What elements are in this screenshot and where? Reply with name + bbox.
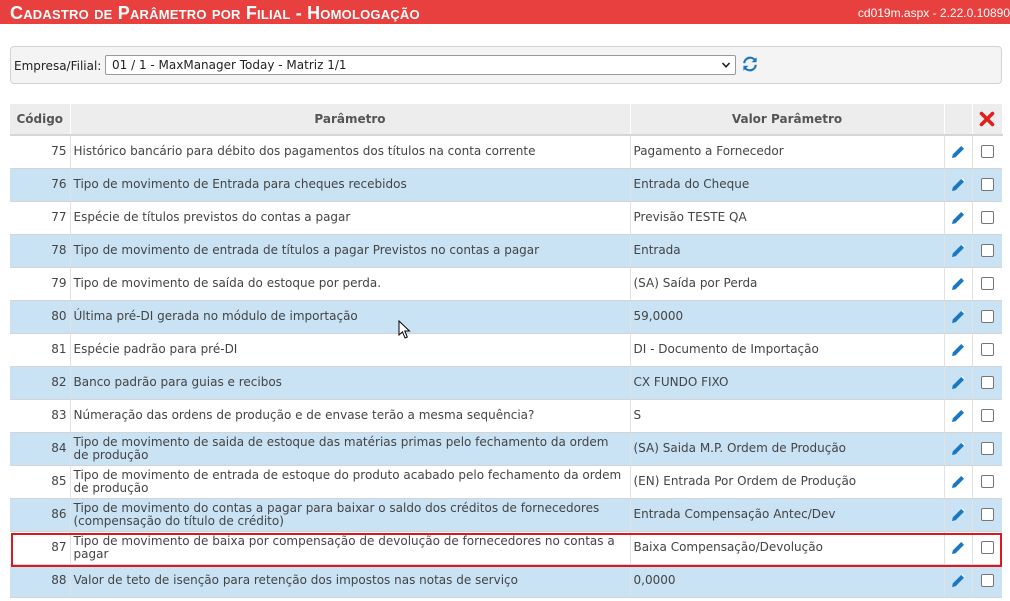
row-code: 80 [10,300,70,333]
table-row [10,135,1002,168]
row-value: Entrada do Cheque [630,168,944,201]
table-row [10,267,1002,300]
table-row [10,465,1002,498]
table-row [10,564,1002,597]
row-code: 83 [10,399,70,432]
pencil-icon[interactable] [949,242,967,260]
pencil-icon[interactable] [949,374,967,392]
row-edit-cell [944,465,972,498]
column-header-code[interactable]: Código [10,104,70,135]
row-parameter: Tipo de movimento de Entrada para cheques recebidos [70,168,630,201]
table-row [10,432,1002,465]
row-parameter: Númeração das ordens de produção e de envase terão a mesma sequência? [70,399,630,432]
row-code: 82 [10,366,70,399]
row-select-cell [972,267,1002,300]
row-checkbox[interactable] [981,508,994,521]
row-checkbox[interactable] [981,574,994,587]
refresh-icon[interactable] [741,55,759,73]
row-checkbox[interactable] [981,442,994,455]
title-bar [0,0,1010,24]
row-code: 84 [10,432,70,465]
row-checkbox[interactable] [981,376,994,389]
row-parameter: Banco padrão para guias e recibos [70,366,630,399]
row-value: Baixa Compensação/Devolução [630,531,944,564]
company-branch-select[interactable] [105,55,736,75]
row-parameter: Tipo de movimento de entrada de títulos a pagar Previstos no contas a pagar [70,234,630,267]
table-row [10,399,1002,432]
table-row [10,366,1002,399]
row-checkbox[interactable] [981,310,994,323]
row-select-cell [972,234,1002,267]
row-edit-cell [944,564,972,597]
company-branch-label: Empresa/Filial: [14,59,102,73]
pencil-icon[interactable] [949,440,967,458]
table-row [10,498,1002,531]
row-select-cell [972,432,1002,465]
table-row [10,333,1002,366]
row-edit-cell [944,432,972,465]
table-row [10,201,1002,234]
column-header-delete [972,104,1002,135]
row-parameter: Tipo de movimento de saída do estoque por perda. [70,267,630,300]
row-parameter: Última pré-DI gerada no módulo de importação [70,300,630,333]
filter-panel [10,46,1002,84]
row-parameter: Tipo de movimento de saida de estoque das matérias primas pelo fechamento da ordem de produção [70,432,630,465]
row-value: Entrada Compensação Antec/Dev [630,498,944,531]
pencil-icon[interactable] [949,473,967,491]
pencil-icon[interactable] [949,341,967,359]
parameters-table [10,104,1003,598]
row-code: 76 [10,168,70,201]
row-select-cell [972,498,1002,531]
row-select-cell [972,135,1002,168]
chevron-down-icon [721,60,731,70]
column-header-edit [944,104,972,135]
row-value: (SA) Saída por Perda [630,267,944,300]
pencil-icon[interactable] [949,572,967,590]
row-edit-cell [944,498,972,531]
row-select-cell [972,168,1002,201]
row-checkbox[interactable] [981,343,994,356]
row-value: 59,0000 [630,300,944,333]
row-checkbox[interactable] [981,409,994,422]
row-code: 77 [10,201,70,234]
row-checkbox[interactable] [981,211,994,224]
table-row [10,234,1002,267]
row-parameter: Espécie padrão para pré-DI [70,333,630,366]
row-value: 0,0000 [630,564,944,597]
row-code: 86 [10,498,70,531]
row-code: 79 [10,267,70,300]
row-select-cell [972,366,1002,399]
row-value: Entrada [630,234,944,267]
row-parameter: Espécie de títulos previstos do contas a pagar [70,201,630,234]
table-row [10,168,1002,201]
row-edit-cell [944,201,972,234]
column-header-parameter[interactable]: Parâmetro [70,104,630,135]
row-parameter: Valor de teto de isenção para retenção dos impostos nas notas de serviço [70,564,630,597]
row-code: 81 [10,333,70,366]
row-value: (EN) Entrada Por Ordem de Produção [630,465,944,498]
row-edit-cell [944,366,972,399]
row-edit-cell [944,531,972,564]
row-value: Previsão TESTE QA [630,201,944,234]
row-edit-cell [944,399,972,432]
row-parameter: Tipo de movimento de entrada de estoque do produto acabado pelo fechamento da ordem de produção [70,465,630,498]
table-row [10,531,1002,564]
pencil-icon[interactable] [949,176,967,194]
row-edit-cell [944,168,972,201]
row-value: CX FUNDO FIXO [630,366,944,399]
row-value: (SA) Saida M.P. Ordem de Produção [630,432,944,465]
page-title: Cadastro de Parâmetro por Filial - Homologação [10,3,420,23]
pencil-icon[interactable] [949,209,967,227]
row-edit-cell [944,333,972,366]
close-icon[interactable] [979,111,995,127]
pencil-icon[interactable] [949,308,967,326]
pencil-icon[interactable] [949,506,967,524]
row-select-cell [972,201,1002,234]
row-parameter: Tipo de movimento do contas a pagar para baixar o saldo dos créditos de fornecedores (compensação do título de crédito) [70,498,630,531]
row-checkbox[interactable] [981,541,994,554]
mouse-cursor-icon [398,320,412,340]
row-select-cell [972,333,1002,366]
row-checkbox[interactable] [981,244,994,257]
row-checkbox[interactable] [981,277,994,290]
column-header-value[interactable]: Valor Parâmetro [630,104,944,135]
table-row [10,300,1002,333]
row-edit-cell [944,234,972,267]
pencil-icon[interactable] [949,539,967,557]
row-code: 78 [10,234,70,267]
company-branch-selected-value: 01 / 1 - MaxManager Today - Matriz 1/1 [112,58,347,72]
row-value: S [630,399,944,432]
row-value: DI - Documento de Importação [630,333,944,366]
version-label: cd019m.aspx - 2.22.0.10890 [857,6,1010,20]
row-select-cell [972,399,1002,432]
row-edit-cell [944,300,972,333]
row-parameter: Tipo de movimento de baixa por compensação de devolução de fornecedores no contas a pagar [70,531,630,564]
table-header-row [10,104,1002,135]
row-select-cell [972,564,1002,597]
pencil-icon[interactable] [949,407,967,425]
row-select-cell [972,531,1002,564]
row-select-cell [972,300,1002,333]
row-code: 88 [10,564,70,597]
row-checkbox[interactable] [981,475,994,488]
row-code: 87 [10,531,70,564]
pencil-icon[interactable] [949,275,967,293]
row-checkbox[interactable] [981,178,994,191]
row-code: 75 [10,135,70,168]
row-select-cell [972,465,1002,498]
row-parameter: Histórico bancário para débito dos pagamentos dos títulos na conta corrente [70,135,630,168]
pencil-icon[interactable] [949,143,967,161]
row-edit-cell [944,135,972,168]
row-edit-cell [944,267,972,300]
row-checkbox[interactable] [981,145,994,158]
row-code: 85 [10,465,70,498]
row-value: Pagamento a Fornecedor [630,135,944,168]
